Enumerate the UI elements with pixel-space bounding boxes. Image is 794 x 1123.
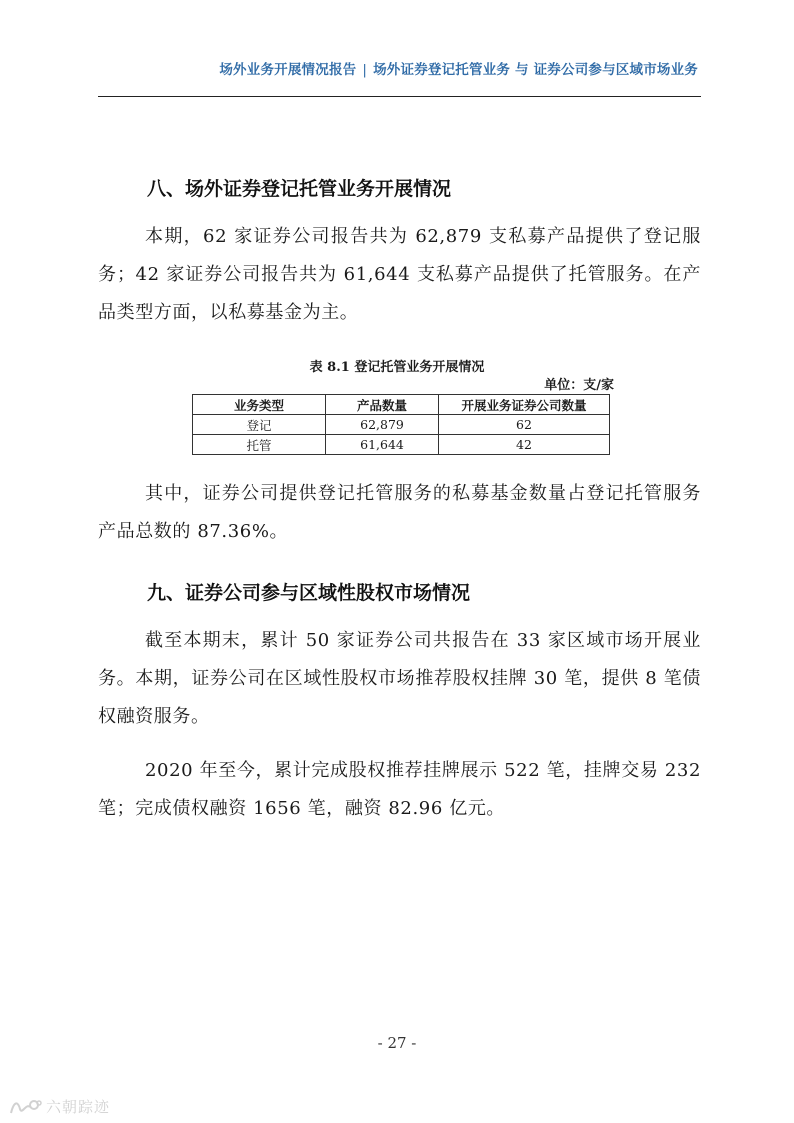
header-section-title: 场外证券登记托管业务 与 证券公司参与区域市场业务 (373, 62, 698, 78)
section-9-paragraph-2: 2020 年至今，累计完成股权推荐挂牌展示 522 笔，挂牌交易 232 笔；完成债权融资 1656 笔，融资 82.96 亿元。 (98, 760, 701, 819)
header-separator: | (362, 62, 368, 78)
watermark-logo-icon (8, 1097, 42, 1117)
section-9-heading: 九、证券公司参与区域性股权市场情况 (147, 582, 471, 604)
table-header-product-count: 产品数量 (326, 395, 439, 415)
header-report-title: 场外业务开展情况报告 (219, 62, 357, 78)
table-header-firm-count: 开展业务证券公司数量 (439, 395, 610, 415)
watermark (8, 1096, 110, 1117)
page-number: - 27 - (377, 1034, 417, 1052)
section-8-heading: 八、场外证券登记托管业务开展情况 (147, 178, 452, 200)
table-row (193, 435, 610, 455)
running-header (219, 58, 698, 78)
section-9-paragraph-1: 截至本期末，累计 50 家证券公司共报告在 33 家区域市场开展业务。本期，证券公司在区域性股权市场推荐股权挂牌 30 笔，提供 8 笔债权融资服务。 (98, 630, 701, 727)
section-8-paragraph-1: 本期，62 家证券公司报告共为 62,879 支私募产品提供了登记服务；42 家证券公司报告共为 61,644 支私募产品提供了托管服务。在产品类型方面，以私募基金为主。 (98, 226, 701, 323)
registration-custody-table (192, 394, 610, 455)
table-cell: 62,879 (326, 415, 439, 435)
table-header-row (193, 395, 610, 415)
table-cell: 61,644 (326, 435, 439, 455)
table-cell: 62 (439, 415, 610, 435)
table-cell: 托管 (193, 435, 326, 455)
section-8-paragraph-2: 其中，证券公司提供登记托管服务的私募基金数量占登记托管服务产品总数的 87.36%。 (98, 483, 701, 542)
header-divider (98, 96, 701, 97)
table-cell: 42 (439, 435, 610, 455)
table-unit-label: 单位：支/家 (544, 378, 614, 393)
watermark-text: 六朝踪迹 (46, 1098, 111, 1116)
table-cell: 登记 (193, 415, 326, 435)
table-row (193, 415, 610, 435)
table-header-business-type: 业务类型 (193, 395, 326, 415)
table-caption: 表 8.1 登记托管业务开展情况 (309, 360, 485, 375)
